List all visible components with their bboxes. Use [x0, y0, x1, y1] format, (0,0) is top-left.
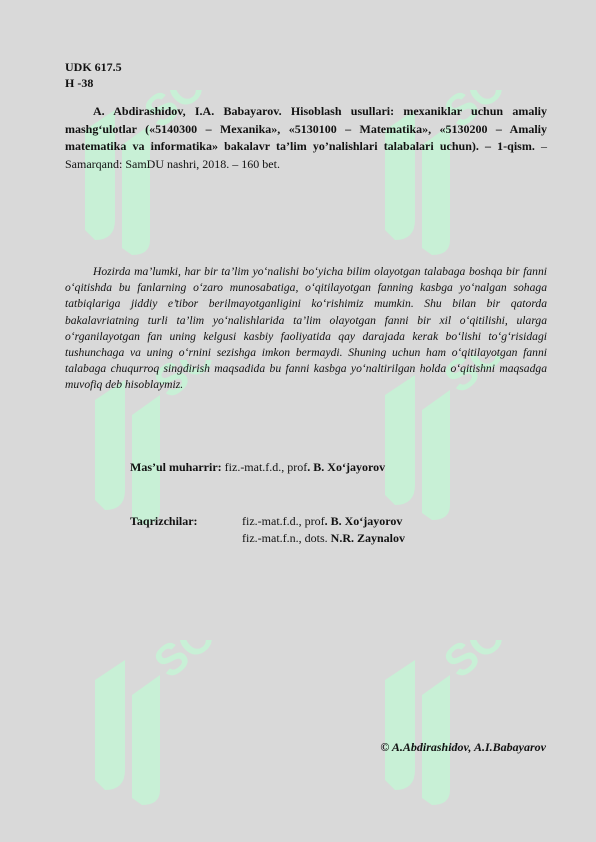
reviewer-name: N.R. Zaynalov [330, 531, 405, 545]
copyright: © A.Abdirashidov, A.I.Babayarov [380, 740, 546, 754]
reviewers-label: Taqrizchilar: [130, 514, 198, 528]
bibliographic-publisher: – Samarqand: SamDU nashri, 2018. – 160 bet. [65, 139, 547, 171]
editor-name: . B. Xo‘jayorov [307, 460, 386, 474]
responsible-editor [130, 459, 385, 475]
editor-title: fiz.-mat.f.d., prof [221, 460, 308, 474]
reviewer-title: fiz.-mat.f.d., prof [242, 514, 325, 528]
annotation: Hozirda ma’lumki, har bir ta’lim yo‘nalishi bo‘yicha bilim olayotgan talabaga boshqa bir fanni o‘qitishda bu fanlarning o‘zaro munosabatiga, o‘qitilayotgan fanning kasbga yo‘nalgan sohaga tatbiqlariga jiddiy e’tibor berilmayotganligini ko‘rishimiz mumkin. Shu bilan bir qatorda bakalavriatning turli ta’lim yo‘nalishlarida ta’lim olayotgan fanni bir xil o‘qitilishi, ularga o‘rganilayotgan fan uning kelgusi kasbiy faoliyatida qay darajada kerak bo‘lishi to‘g‘risidagi tushunchaga va uning o‘rnini sezishga imkon bermaydi. Shuning uchun ham o‘qitilayotgan fanni talabaga chuqurroq singdirish maqsadida bu fanni kasbga yo‘naltirilgan holda o‘qitishni maqsadga muvofiq deb hisoblaymiz. [65, 265, 547, 392]
soff-watermark-icon [360, 640, 510, 810]
reviewer-item [242, 530, 405, 547]
reviewer-title: fiz.-mat.f.n., dots. [242, 531, 331, 545]
udk-code: UDK 617.5 [65, 60, 122, 74]
bbk-code: H -38 [65, 76, 94, 90]
bibliographic-title: A. Abdirashidov, I.A. Babayarov. Hisoblash usullari: mexaniklar uchun amaliy mashg‘ulotlar («5140300 – Mexanika», «5130100 – Matematika», «5130200 – Amaliy matematika va informatika» bakalavr ta’lim yo’nalishlari talabalari uchun). – 1-qism. [65, 104, 547, 153]
reviewer-item [242, 513, 405, 530]
reviewers-list [242, 513, 405, 547]
bibliographic-entry [65, 103, 547, 173]
reviewer-name: . B. Xo‘jayorov [324, 514, 403, 528]
udk-block [65, 59, 122, 91]
soff-watermark-icon [70, 640, 220, 810]
editor-label: Mas’ul muharrir: [130, 460, 222, 474]
